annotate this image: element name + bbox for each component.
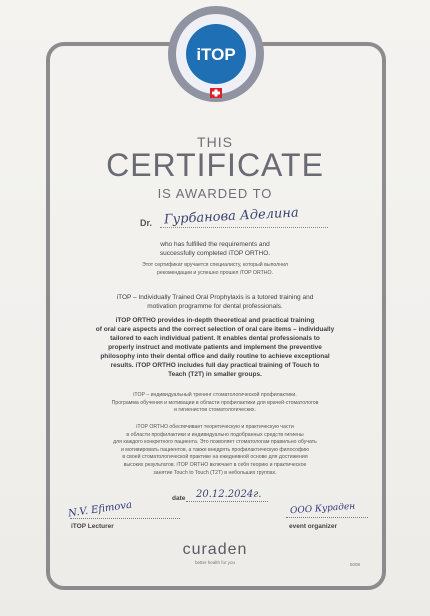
document-code: 5008: [350, 562, 361, 567]
itop-logo: [166, 4, 266, 104]
date-line: [186, 501, 268, 502]
curaden-tagline: better health for you: [194, 560, 236, 565]
heading-this: THIS: [197, 134, 233, 150]
recipient-prefix: Dr.: [140, 218, 153, 228]
logo-wordmark: iTOP: [196, 45, 236, 64]
lecturer-signature: N.V. Efimova: [67, 499, 133, 520]
fulfilled-text: who has fulfilled the requirements and successfully completed iTOP ORTHO.: [159, 241, 271, 257]
organizer-signature: ООО Кураден: [289, 501, 356, 517]
ortho-description: iTOP ORTHO provides in-depth theoretical and practical training of oral care aspects and the correct selection of oral care items – individually tailored to each individual patient. It enables dental professionals to properly instruct and motivate patients and implement the preventive philosophy into their dental office and daily routine to achieve exceptional results. iTOP ORTHO includes full day practical training of Touch to Teach (T2T) in smaller groups.: [95, 317, 335, 378]
lecturer-label: iTOP Lecturer: [71, 523, 114, 530]
curaden-logo: curaden: [182, 541, 248, 558]
heading-certificate: CERTIFICATE: [106, 147, 324, 183]
organizer-line: [286, 517, 368, 518]
heading-awarded: IS AWARDED TO: [157, 186, 273, 201]
lecturer-line: [70, 518, 180, 519]
recipient-line: [160, 227, 328, 228]
ru-itop-definition: iTOP – индивидуальный тренинг стоматологической профилактики. Программа обучения и мотивации в области профилактики для врачей-стоматологов и гигиенистов стоматологических.: [111, 392, 319, 414]
ru-ortho-description: iTOP ORTHO обеспечивает теоретическую и практическую части в области профилактики и индивидуально подобранных средств гигиены для каждого конкретного пациента. Это позволяет стоматологам правильно обучать и мотивировать пациентов, а также внедрять профилактическую философию в своей стоматологической практике на ежедневной основе для достижения высоких результатов. iTOP ORTHO включает в себя теорию и практическое занятие Touch to Touch (T2T) в небольших группах.: [113, 424, 317, 476]
organizer-label: event organizer: [289, 523, 338, 530]
itop-definition: iTOP – Individually Trained Oral Prophylaxis is a tutored training and motivation programme for dental professionals.: [116, 294, 314, 310]
recipient-name-handwritten: Гурбанова Аделина: [163, 205, 300, 228]
date-label: date: [172, 495, 186, 502]
ru-intro-text: Этот сертификат вручается специалисту, который выполнил рекомендации и успешно прошел iTOP ORTHO.: [141, 262, 289, 276]
date-value-handwritten: 20.12.2024г.: [196, 489, 262, 500]
